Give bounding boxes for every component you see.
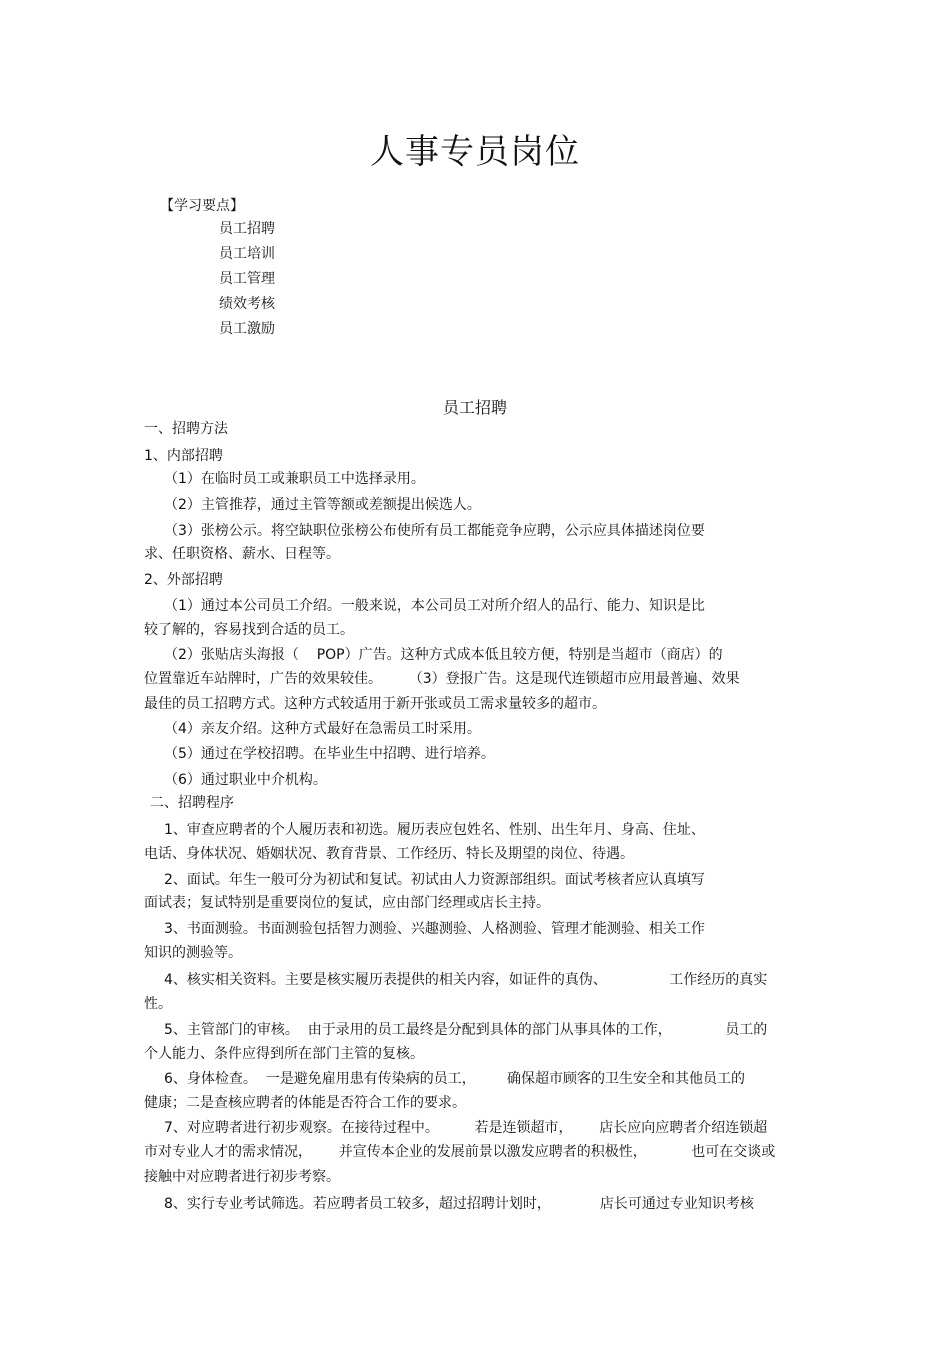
paragraph-line: （6）通过职业中介机构。: [164, 772, 327, 788]
key-point-item: 绩效考核: [219, 296, 275, 312]
paragraph-line: 个人能力、条件应得到所在部门主管的复核。: [144, 1046, 424, 1062]
paragraph-line: 电话、身体状况、婚姻状况、教育背景、工作经历、特长及期望的岗位、待遇。: [144, 846, 634, 862]
paragraph-line: 位置靠近车站牌时，广告的效果较佳。 （3）登报广告。这是现代连锁超市应用最普遍、效果: [144, 671, 740, 687]
paragraph-line: 健康；二是查核应聘者的体能是否符合工作的要求。: [144, 1095, 466, 1111]
paragraph-line: 性。: [144, 996, 172, 1012]
paragraph-line: 市对专业人才的需求情况， 并宣传本企业的发展前景以激发应聘者的积极性， 也可在交谈或: [144, 1144, 776, 1160]
key-point-item: 员工激励: [219, 321, 275, 337]
paragraph-line: 求、任职资格、薪水、日程等。: [144, 546, 340, 562]
paragraph-line: 4、核实相关资料。主要是核实履历表提供的相关内容，如证件的真伪、 工作经历的真实: [164, 972, 768, 988]
page-title: 人事专员岗位: [370, 132, 580, 172]
paragraph-line: 1、审查应聘者的个人履历表和初选。履历表应包姓名、性别、出生年月、身高、住址、: [164, 822, 705, 838]
subheading-internal: 1、内部招聘: [144, 448, 223, 464]
paragraph-line: 面试表；复试特别是重要岗位的复试，应由部门经理或店长主持。: [144, 895, 550, 911]
key-point-item: 员工管理: [219, 271, 275, 287]
paragraph-line: 7、对应聘者进行初步观察。在接待过程中。 若是连锁超市， 店长应向应聘者介绍连锁超: [164, 1120, 768, 1136]
paragraph-line: （2）主管推荐，通过主管等额或差额提出候选人。: [164, 497, 481, 513]
heading-recruitment-methods: 一、招聘方法: [144, 421, 228, 437]
key-points-list: [219, 220, 275, 345]
key-point-item: 员工培训: [219, 246, 275, 262]
paragraph-line: （3）张榜公示。将空缺职位张榜公布使所有员工都能竞争应聘，公示应具体描述岗位要: [164, 523, 705, 539]
paragraph-line: （4）亲友介绍。这种方式最好在急需员工时采用。: [164, 721, 481, 737]
paragraph-line: 6、身体检查。 一是避免雇用患有传染病的员工， 确保超市顾客的卫生安全和其他员工的: [164, 1071, 745, 1087]
paragraph-line: 5、主管部门的审核。 由于录用的员工最终是分配到具体的部门从事具体的工作， 员工的: [164, 1022, 768, 1038]
paragraph-line: 8、实行专业考试筛选。若应聘者员工较多，超过招聘计划时， 店长可通过专业知识考核: [164, 1196, 754, 1212]
paragraph-line: 较了解的，容易找到合适的员工。: [144, 622, 354, 638]
key-points-header: 【学习要点】: [160, 198, 244, 214]
subheading-external: 2、外部招聘: [144, 572, 223, 588]
paragraph-line: 3、书面测验。书面测验包括智力测验、兴趣测验、人格测验、管理才能测验、相关工作: [164, 921, 705, 937]
paragraph-line: （1）在临时员工或兼职员工中选择录用。: [164, 471, 425, 487]
paragraph-line: 最佳的员工招聘方式。这种方式较适用于新开张或员工需求量较多的超市。: [144, 696, 606, 712]
paragraph-line: （2）张贴店头海报（ POP）广告。这种方式成本低且较方便，特别是当超市（商店）的: [164, 647, 723, 663]
key-point-item: 员工招聘: [219, 221, 275, 237]
section-title: 员工招聘: [442, 398, 507, 417]
paragraph-line: 知识的测验等。: [144, 945, 242, 961]
paragraph-line: （5）通过在学校招聘。在毕业生中招聘、进行培养。: [164, 746, 495, 762]
paragraph-line: 2、面试。年生一般可分为初试和复试。初试由人力资源部组织。面试考核者应认真填写: [164, 872, 705, 888]
heading-recruitment-procedure: 二、招聘程序: [150, 795, 234, 811]
paragraph-line: 接触中对应聘者进行初步考察。: [144, 1169, 340, 1185]
paragraph-line: （1）通过本公司员工介绍。一般来说，本公司员工对所介绍人的品行、能力、知识是比: [164, 598, 705, 614]
